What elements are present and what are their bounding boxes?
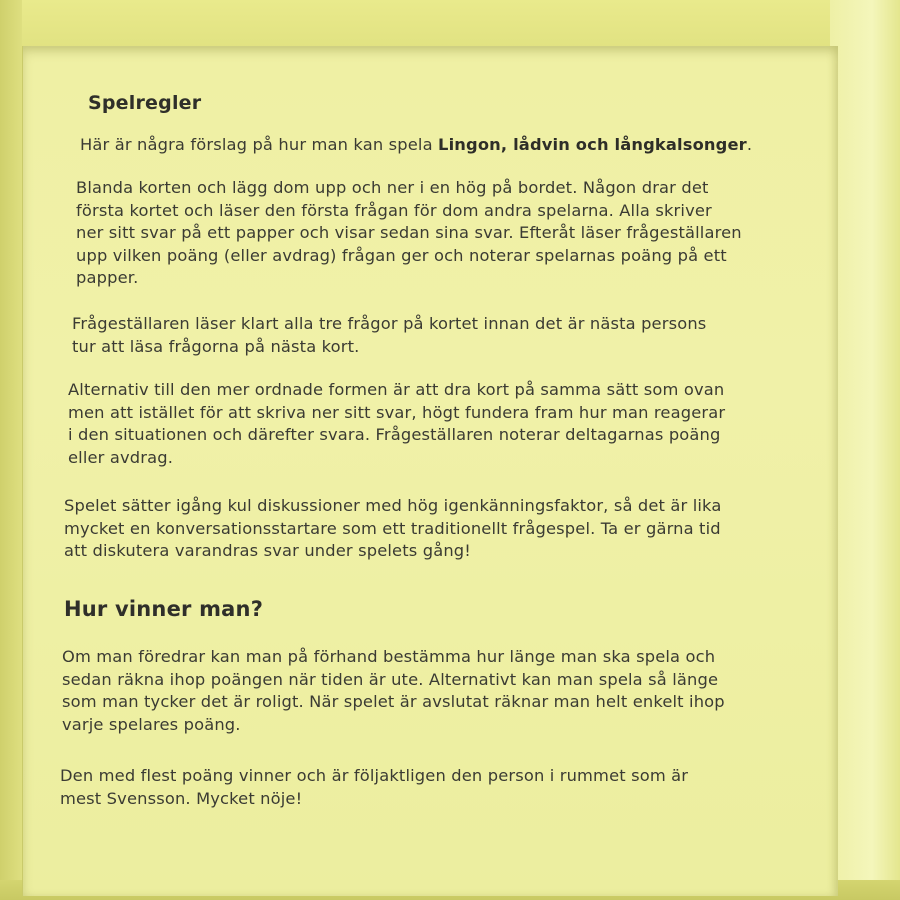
- rules-paragraph-2: Frågeställaren läser klart alla tre frågor på kortet innan det är nästa persons tur att läsa frågorna på nästa kort.: [72, 314, 707, 356]
- rules-heading: Spelregler: [88, 92, 202, 114]
- box-side-right: [830, 0, 900, 900]
- rules-intro: [80, 134, 752, 157]
- intro-suffix: .: [746, 135, 753, 154]
- intro-prefix: Här är några förslag på hur man kan spela: [80, 135, 439, 154]
- game-name: Lingon, lådvin och långkalsonger: [438, 135, 747, 154]
- rules-paragraph-1: Blanda korten och lägg dom upp och ner i en hög på bordet. Någon drar det första kortet och läser den första frågan för dom andra spelarna. Alla skriver ner sitt svar på ett papper och visar sedan sina svar. Efteråt läser frågeställaren upp vilken poäng (eller avdrag) frågan ger och noterar spelarnas poäng på ett papper.: [76, 178, 742, 287]
- box-side-left: [0, 0, 22, 900]
- winning-heading: Hur vinner man?: [64, 597, 264, 621]
- winning-paragraph-1: Om man föredrar kan man på förhand bestämma hur länge man ska spela och sedan räkna ihop poängen när tiden är ute. Alternativt kan man spela så länge som man tycker det är roligt. När spelet är avslutat räknar man helt enkelt ihop varje spelares poäng.: [62, 647, 725, 734]
- rules-paragraph-3: Alternativ till den mer ordnade formen är att dra kort på samma sätt som ovan men att istället för att skriva ner sitt svar, högt fundera fram hur man reagerar i den situationen och därefter svara. Frågeställaren noterar deltagarnas poäng eller avdrag.: [68, 380, 726, 467]
- rules-paragraph-4: Spelet sätter igång kul diskussioner med hög igenkänningsfaktor, så det är lika mycket en konversationsstartare som ett traditionellt frågespel. Ta er gärna tid att diskutera varandras svar under spelets gång!: [64, 496, 722, 560]
- winning-paragraph-2: Den med flest poäng vinner och är följaktligen den person i rummet som är mest Svensson. Mycket nöje!: [60, 766, 689, 808]
